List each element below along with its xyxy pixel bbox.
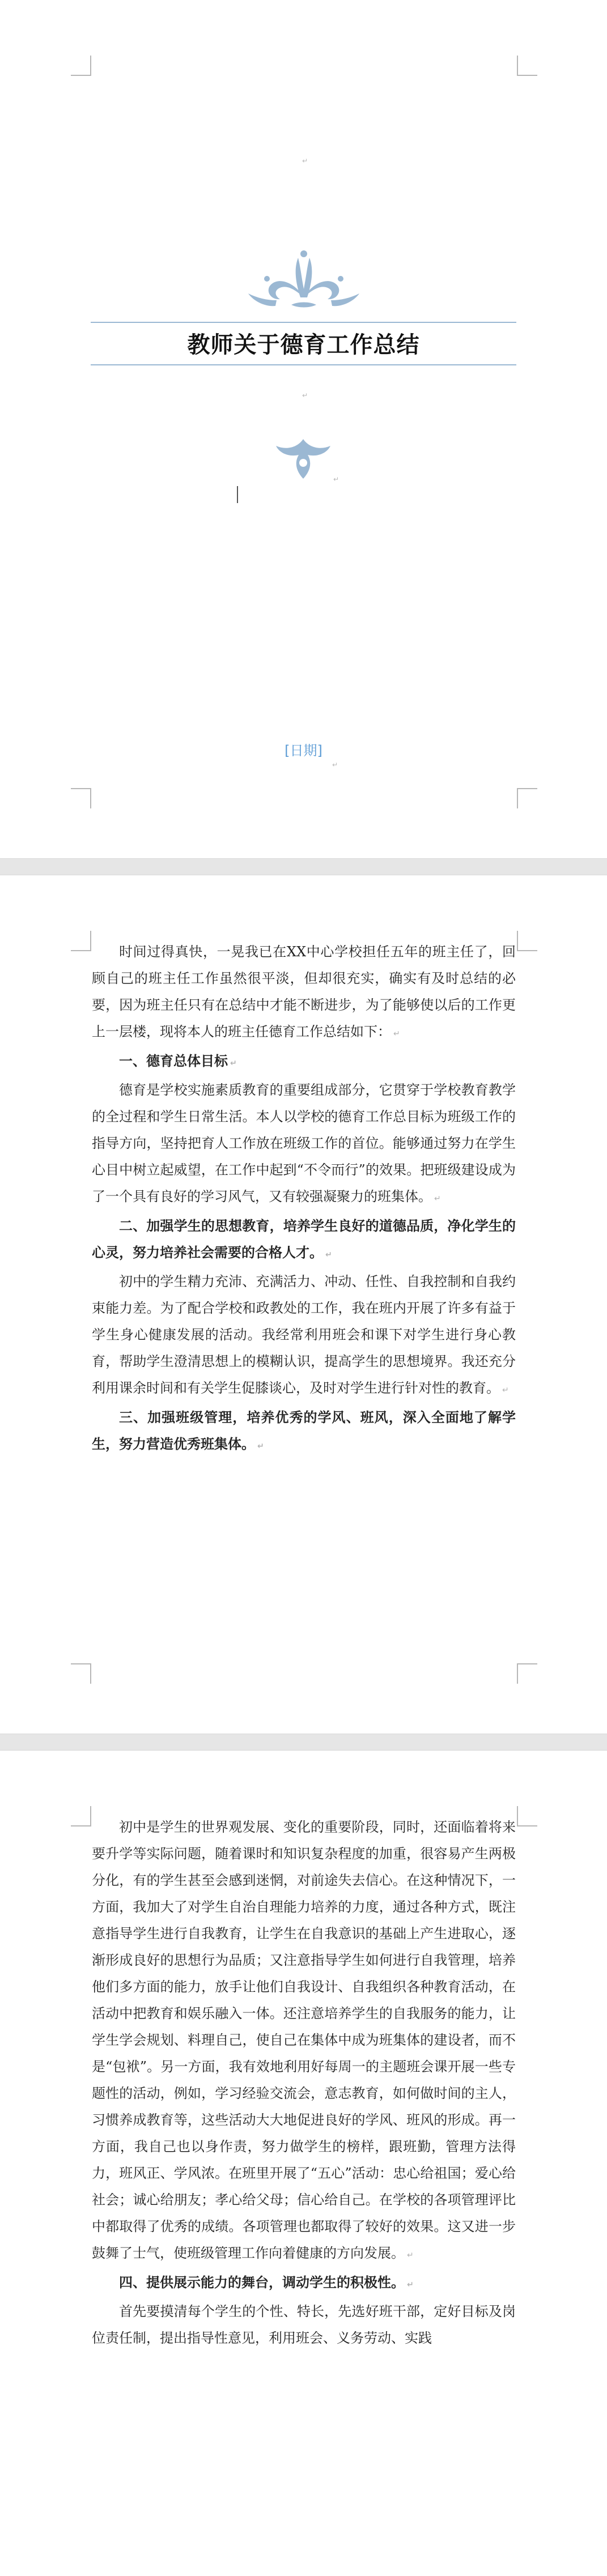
text-cursor (237, 486, 238, 503)
section-heading[interactable]: 二、加强学生的思想教育，培养学生良好的道德品质，净化学生的心灵，努力培养社会需要的合格人才。 ↵ (92, 1217, 516, 1261)
paragraph-mark: ↵ (332, 761, 338, 769)
document-title[interactable]: 教师关于德育工作总结 (187, 331, 420, 358)
section-heading[interactable]: 四、提供展示能力的舞台，调动学生的积极性。 ↵ (119, 2274, 414, 2290)
body-paragraph[interactable]: 初中是学生的世界观发展、变化的重要阶段，同时，还面临着将来要升学等实际问题，随着课时和知识复杂程度的加重，很容易产生两极分化，有的学生甚至会感到迷惘，对前途失去信心。在这种情况下，一方面，我加大了对学生自治自理能力培养的力度，通过各种方式，既注意指导学生进行自我教育，让学生在自我意识的基础上产生进取心，逐渐形成良好的思想行为品质；又注意指导学生如何进行自我管理，培养他们多方面的能力，放手让他们自我设计、自我组织各种教育活动，在活动中把教育和娱乐融入一体。还注意培养学生的自我服务的能力，让学生学会规划、料理自己，使自己在集体中成为班集体的建设者，而不是“包袱”。另一方面，我有效地利用好每周一的主题班会课开展一些专题性的活动，例如，学习经验交流会，意志教育，如何做时间的主人，习惯养成教育等，这些活动大大地促进良好的学风、班风的形成。再一方面，我自己也以身作责，努力做学生的榜样，跟班勤，管理方法得力，班风正、学风浓。在班里开展了“五心”活动：忠心给祖国；爱心给社会；诚心给朋友；孝心给父母；信心给自己。在学校的各项管理评比中都取得了优秀的成绩。各项管理也都取得了较好的效果。这又进一步鼓舞了士气，使班级管理工作向着健康的方向发展。 ↵ (92, 1819, 516, 2261)
paragraph-mark: ↵ (302, 391, 308, 399)
page-corner-mark (71, 1806, 91, 1826)
page-corner-mark (71, 788, 91, 808)
body-paragraph[interactable]: 德育是学校实施素质教育的重要组成部分，它贯穿于学校教育教学的全过程和学生日常生活。本人以学校的德育工作总目标为班级工作的指导方向，坚持把育人工作放在班级工作的首位。能够通过努力在学生心目中树立起威望，在工作中起到“不令而行”的效果。把班级建设成为了一个具有良好的学习风气，又有较强凝聚力的班集体。 ↵ (92, 1082, 516, 1204)
title-bottom-rule (91, 364, 516, 365)
page-corner-mark (71, 1663, 91, 1684)
top-flourish-ornament (241, 244, 366, 312)
page-corner-mark (517, 1663, 537, 1684)
page-corner-mark (517, 56, 537, 76)
section-heading[interactable]: 三、加强班级管理，培养优秀的学风、班风，深入全面地了解学生，努力营造优秀班集体。 ↵ (92, 1409, 516, 1452)
paragraph-mark: ↵ (302, 157, 308, 165)
date-placeholder[interactable]: [日期] (285, 743, 322, 759)
document-body[interactable] (92, 939, 516, 1460)
document-page[interactable] (0, 1751, 607, 2576)
cover-page[interactable] (0, 0, 607, 858)
body-paragraph[interactable]: 首先要摸清每个学生的个性、特长，先选好班干部，定好目标及岗位责任制，提出指导性意见，利用班会、义务劳动、实践 (92, 2304, 516, 2346)
document-body[interactable] (92, 1814, 516, 2352)
page-corner-mark (517, 1806, 537, 1826)
page-corner-mark (517, 931, 537, 951)
body-paragraph[interactable]: 初中的学生精力充沛、充满活力、冲动、任性、自我控制和自我约束能力差。为了配合学校和政教处的工作，我在班内开展了许多有益于学生身心健康发展的活动。我经常利用班会和课下对学生进行身心教育，帮助学生澄清思想上的模糊认识，提高学生的思想境界。我还充分利用课余时间和有关学生促膝谈心，及时对学生进行针对性的教育。 ↵ (92, 1274, 516, 1396)
document-page[interactable] (0, 875, 607, 1734)
page-corner-mark (517, 788, 537, 808)
page-corner-mark (71, 56, 91, 76)
page-corner-mark (71, 931, 91, 951)
title-top-rule (91, 322, 516, 323)
paragraph-mark: ↵ (333, 475, 339, 483)
body-paragraph[interactable]: 时间过得真快，一晃我已在XX中心学校担任五年的班主任了，回顾自己的班主任工作虽然很平淡，但却很充实，确实有及时总结的必要，因为班主任只有在总结中才能不断进步，为了能够使以后的工作更上一层楼，现将本人的班主任德育工作总结如下： ↵ (92, 944, 516, 1040)
bottom-flourish-ornament (269, 433, 337, 484)
section-heading[interactable]: 一、德育总体目标 ↵ (119, 1053, 237, 1069)
